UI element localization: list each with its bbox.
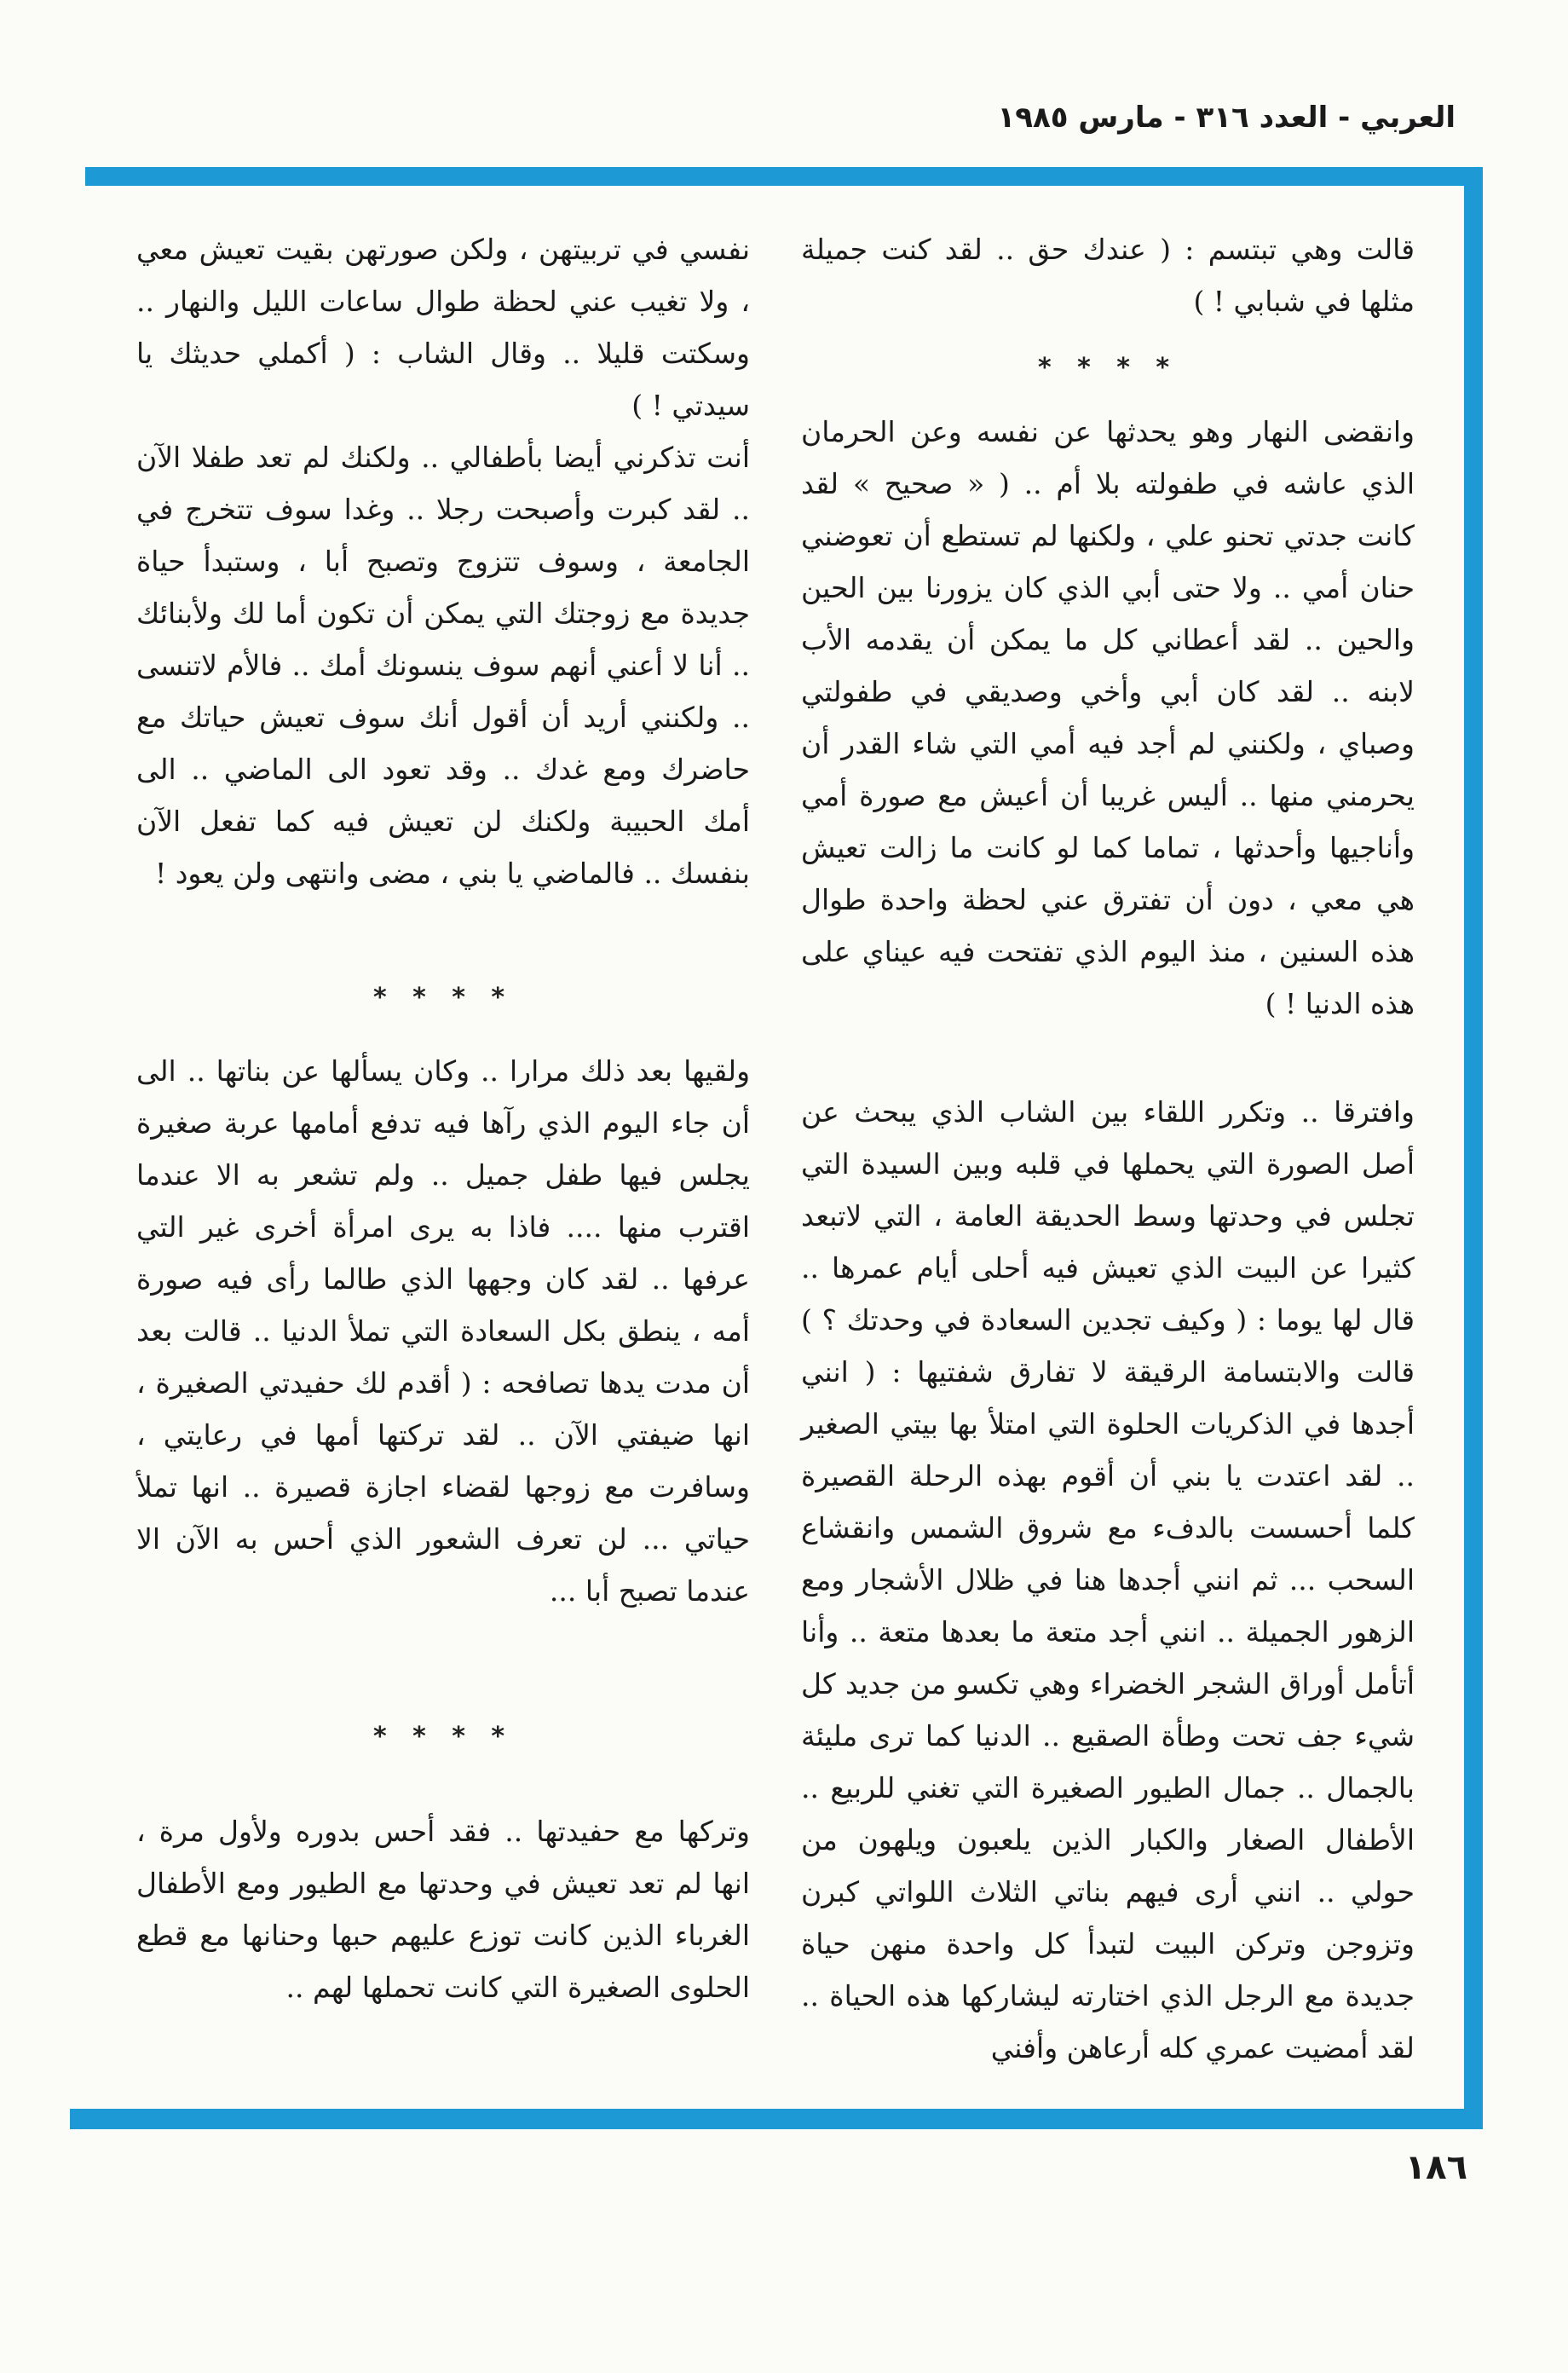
paragraph: وانقضى النهار وهو يحدثها عن نفسه وعن الحرمان الذي عاشه في طفولته بلا أم .. ( « صحيح » لقد كانت جدتي تحنو علي ، ولكنها لم تستطع أن تعوضني حنان أمي .. ولا حتى أبي الذي كان يزورنا بين الحين والحين .. لقد أعطاني كل ما يمكن أن يقدمه الأب لابنه .. لقد كان أبي وأخي وصديقي في طفولتي وصباي ، ولكنني لم أجد فيه أمي التي شاء القدر أن يحرمني منها .. أليس غريبا أن أعيش مع صورة أمي وأناجيها وأحدثها ، تماما كما لو كانت ما زالت تعيش هي معي ، دون أن تفترق عني لحظة واحدة طوال هذه السنين ، منذ اليوم الذي تفتحت فيه عيناي على هذه الدنيا ! )	[801, 415, 1415, 1020]
paragraph: نفسي في تربيتهن ، ولكن صورتهن بقيت تعيش معي ، ولا تغيب عني لحظة طوال ساعات الليل والنهار .. وسكتت قليلا .. وقال الشاب : ( أكملي حديثك يا سيدتي ! )	[136, 233, 750, 422]
right-column	[801, 223, 1415, 2090]
page-number: ١٨٦	[1404, 2148, 1467, 2187]
paragraph: أنت تذكرني أيضا بأطفالي .. ولكنك لم تعد طفلا الآن .. لقد كبرت وأصبحت رجلا .. وغدا سوف تتخرج في الجامعة ، وسوف تتزوج وتصبح أبا ، وستبدأ حياة جديدة مع زوجتك التي يمكن أن تكون أما لك ولأبنائك .. أنا لا أعني أنهم سوف ينسونك أمك .. فالأم لاتنسى .. ولكنني أريد أن أقول أنك سوف تعيش حياتك مع حاضرك ومع غدك .. وقد تعود الى الماضي .. الى أمك الحبيبة ولكنك لن تعيش فيه كما تفعل الآن بنفسك .. فالماضي يا بني ، مضى وانتهى ولن يعود !	[136, 441, 750, 890]
paragraph: وافترقا .. وتكرر اللقاء بين الشاب الذي يبحث عن أصل الصورة التي يحملها في قلبه وبين السيدة التي تجلس في وحدتها وسط الحديقة العامة ، التي لاتبعد كثيرا عن البيت الذي تعيش فيه أحلى أيام عمرها .. قال لها يوما : ( وكيف تجدين السعادة في وحدتك ؟ ) قالت والابتسامة الرقيقة لا تفارق شفتيها : ( انني أجدها في الذكريات الحلوة التي امتلأ بها بيتي الصغير .. لقد اعتدت يا بني أن أقوم بهذه الرحلة القصيرة كلما أحسست بالدفء مع شروق الشمس وانقشاع السحب ... ثم انني أجدها هنا في ظلال الأشجار ومع الزهور الجميلة .. انني أجد متعة ما بعدها متعة .. وأنا أتأمل أوراق الشجر الخضراء وهي تكسو من جديد كل شيء جف تحت وطأة الصقيع .. الدنيا كما ترى مليئة بالجمال .. جمال الطيور الصغيرة التي تغني للربيع .. الأطفال الصغار والكبار الذين يلعبون ويلهون من حولي .. انني أرى فيهم بناتي الثلاث اللواتي كبرن وتزوجن وتركن البيت لتبدأ كل واحدة منهن حياة جديدة مع الرجل الذي اختارته ليشاركها هذه الحياة .. لقد أمضيت عمري كله أرعاهن وأفني	[801, 1095, 1415, 2064]
section-separator: * * * *	[372, 1722, 514, 1752]
paragraph: قالت وهي تبتسم : ( عندك حق .. لقد كنت جميلة مثلها في شبابي ! )	[801, 233, 1415, 318]
section-separator: * * * *	[372, 983, 514, 1013]
paragraph-gap	[801, 1030, 1415, 1086]
article-body	[136, 223, 1415, 2090]
frame-right-border	[1464, 167, 1483, 2129]
running-header: العربي - العدد ٣١٦ - مارس ١٩٨٥	[997, 101, 1456, 135]
paragraph: ولقيها بعد ذلك مرارا .. وكان يسألها عن بناتها .. الى أن جاء اليوم الذي رآها فيه تدفع أمامها عربة صغيرة يجلس فيها طفل جميل .. ولم تشعر به الا عندما اقترب منها .... فاذا به يرى امرأة أخرى غير التي عرفها .. لقد كان وجهها الذي طالما رأى فيه صورة أمه ، ينطق بكل السعادة التي تملأ الدنيا .. قالت بعد أن مدت يدها تصافحه : ( أقدم لك حفيدتي الصغيرة ، انها ضيفتي الآن .. لقد تركتها أمها في رعايتي ، وسافرت مع زوجها لقضاء اجازة قصيرة .. انها تملأ حياتي ... لن تعرف الشعور الذي أحس به الآن الا عندما تصبح أبا ...	[136, 1054, 750, 1608]
section-separator: * * * *	[1037, 353, 1179, 383]
left-column	[136, 223, 750, 2090]
paragraph: وتركها مع حفيدتها .. فقد أحس بدوره ولأول مرة ، انها لم تعد تعيش في وحدتها مع الطيور ومع الأطفال الغرباء الذين كانت توزع عليهم حبها وحنانها مع قطع الحلوى الصغيرة التي كانت تحملها لهم ..	[136, 1815, 750, 2004]
frame-top-border	[85, 167, 1483, 186]
frame-bottom-border	[70, 2109, 1483, 2129]
